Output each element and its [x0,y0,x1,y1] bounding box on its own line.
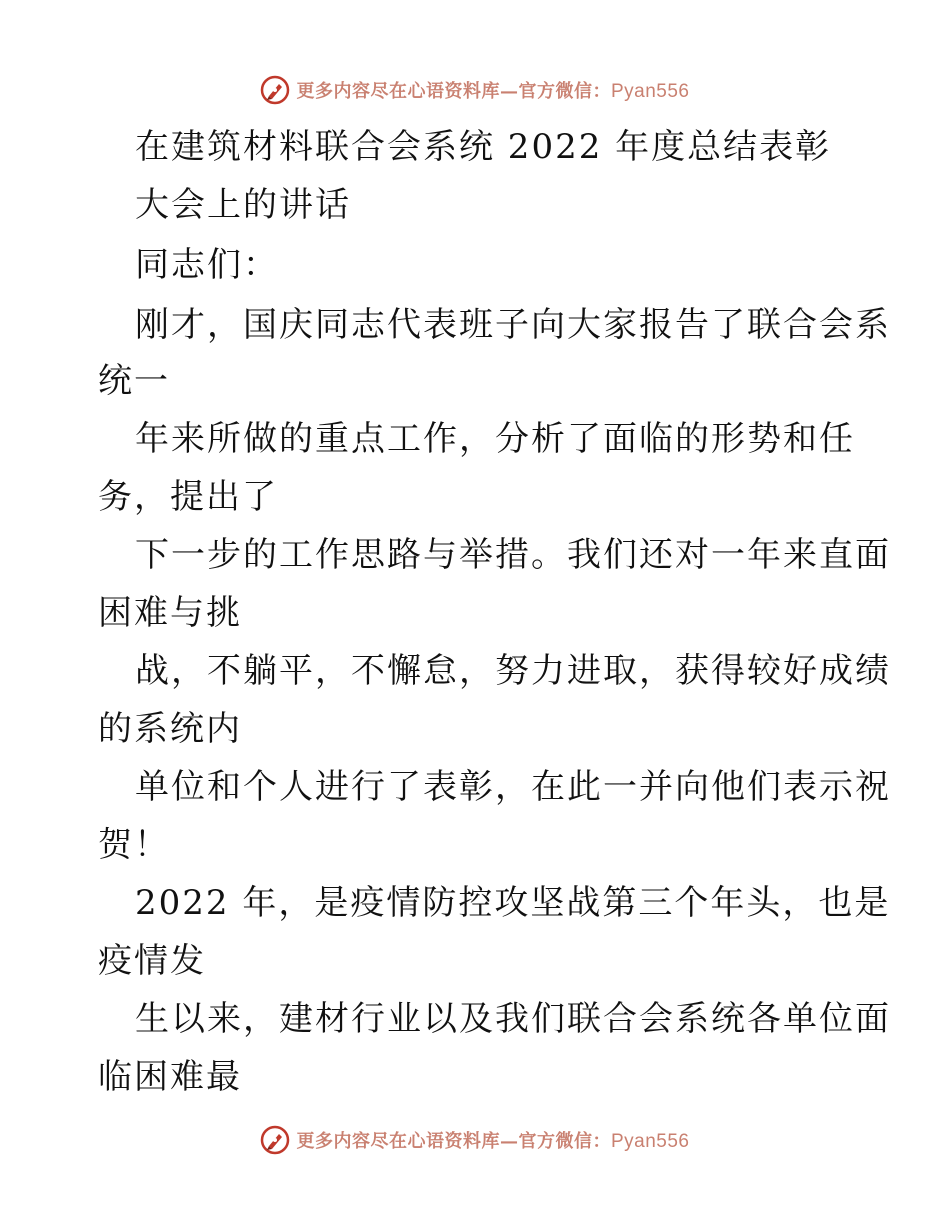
text-line: 2022 年，是疫情防控攻坚战第三个年头，也是 [135,883,891,923]
watermark-wechat-id: Pyan556 [610,1131,690,1152]
footer-watermark [0,1120,950,1160]
title-line-2: 大会上的讲话 [135,185,351,225]
text-line: 贺！ [98,825,170,865]
text-line: 疫情发 [98,941,206,981]
salutation: 同志们： [135,245,279,285]
title-line-1: 在建筑材料联合会系统 2022 年度总结表彰 [135,127,832,167]
text-line: 刚才，国庆同志代表班子向大家报告了联合会系 [135,305,891,345]
text-line: 战，不躺平，不懈怠，努力进取，获得较好成绩 [135,651,891,691]
text-line: 生以来，建材行业以及我们联合会系统各单位面 [135,999,891,1039]
text-line: 的系统内 [98,709,242,749]
pen-logo-icon [260,1125,290,1155]
watermark-wechat-id: Pyan556 [610,81,690,102]
text-line: 单位和个人进行了表彰，在此一并向他们表示祝 [135,767,891,807]
pen-logo-icon [260,75,290,105]
text-line: 务，提出了 [98,477,278,517]
text-line: 统一 [98,361,170,401]
text-line: 困难与挑 [98,593,242,633]
text-line: 下一步的工作思路与举措。我们还对一年来直面 [135,535,891,575]
header-watermark [0,70,950,110]
text-line: 临困难最 [98,1057,242,1097]
watermark-text: 更多内容尽在心语资料库—官方微信：Pyan556 [296,81,690,102]
text-line: 年来所做的重点工作，分析了面临的形势和任 [135,419,855,459]
watermark-text: 更多内容尽在心语资料库—官方微信：Pyan556 [296,1131,690,1152]
